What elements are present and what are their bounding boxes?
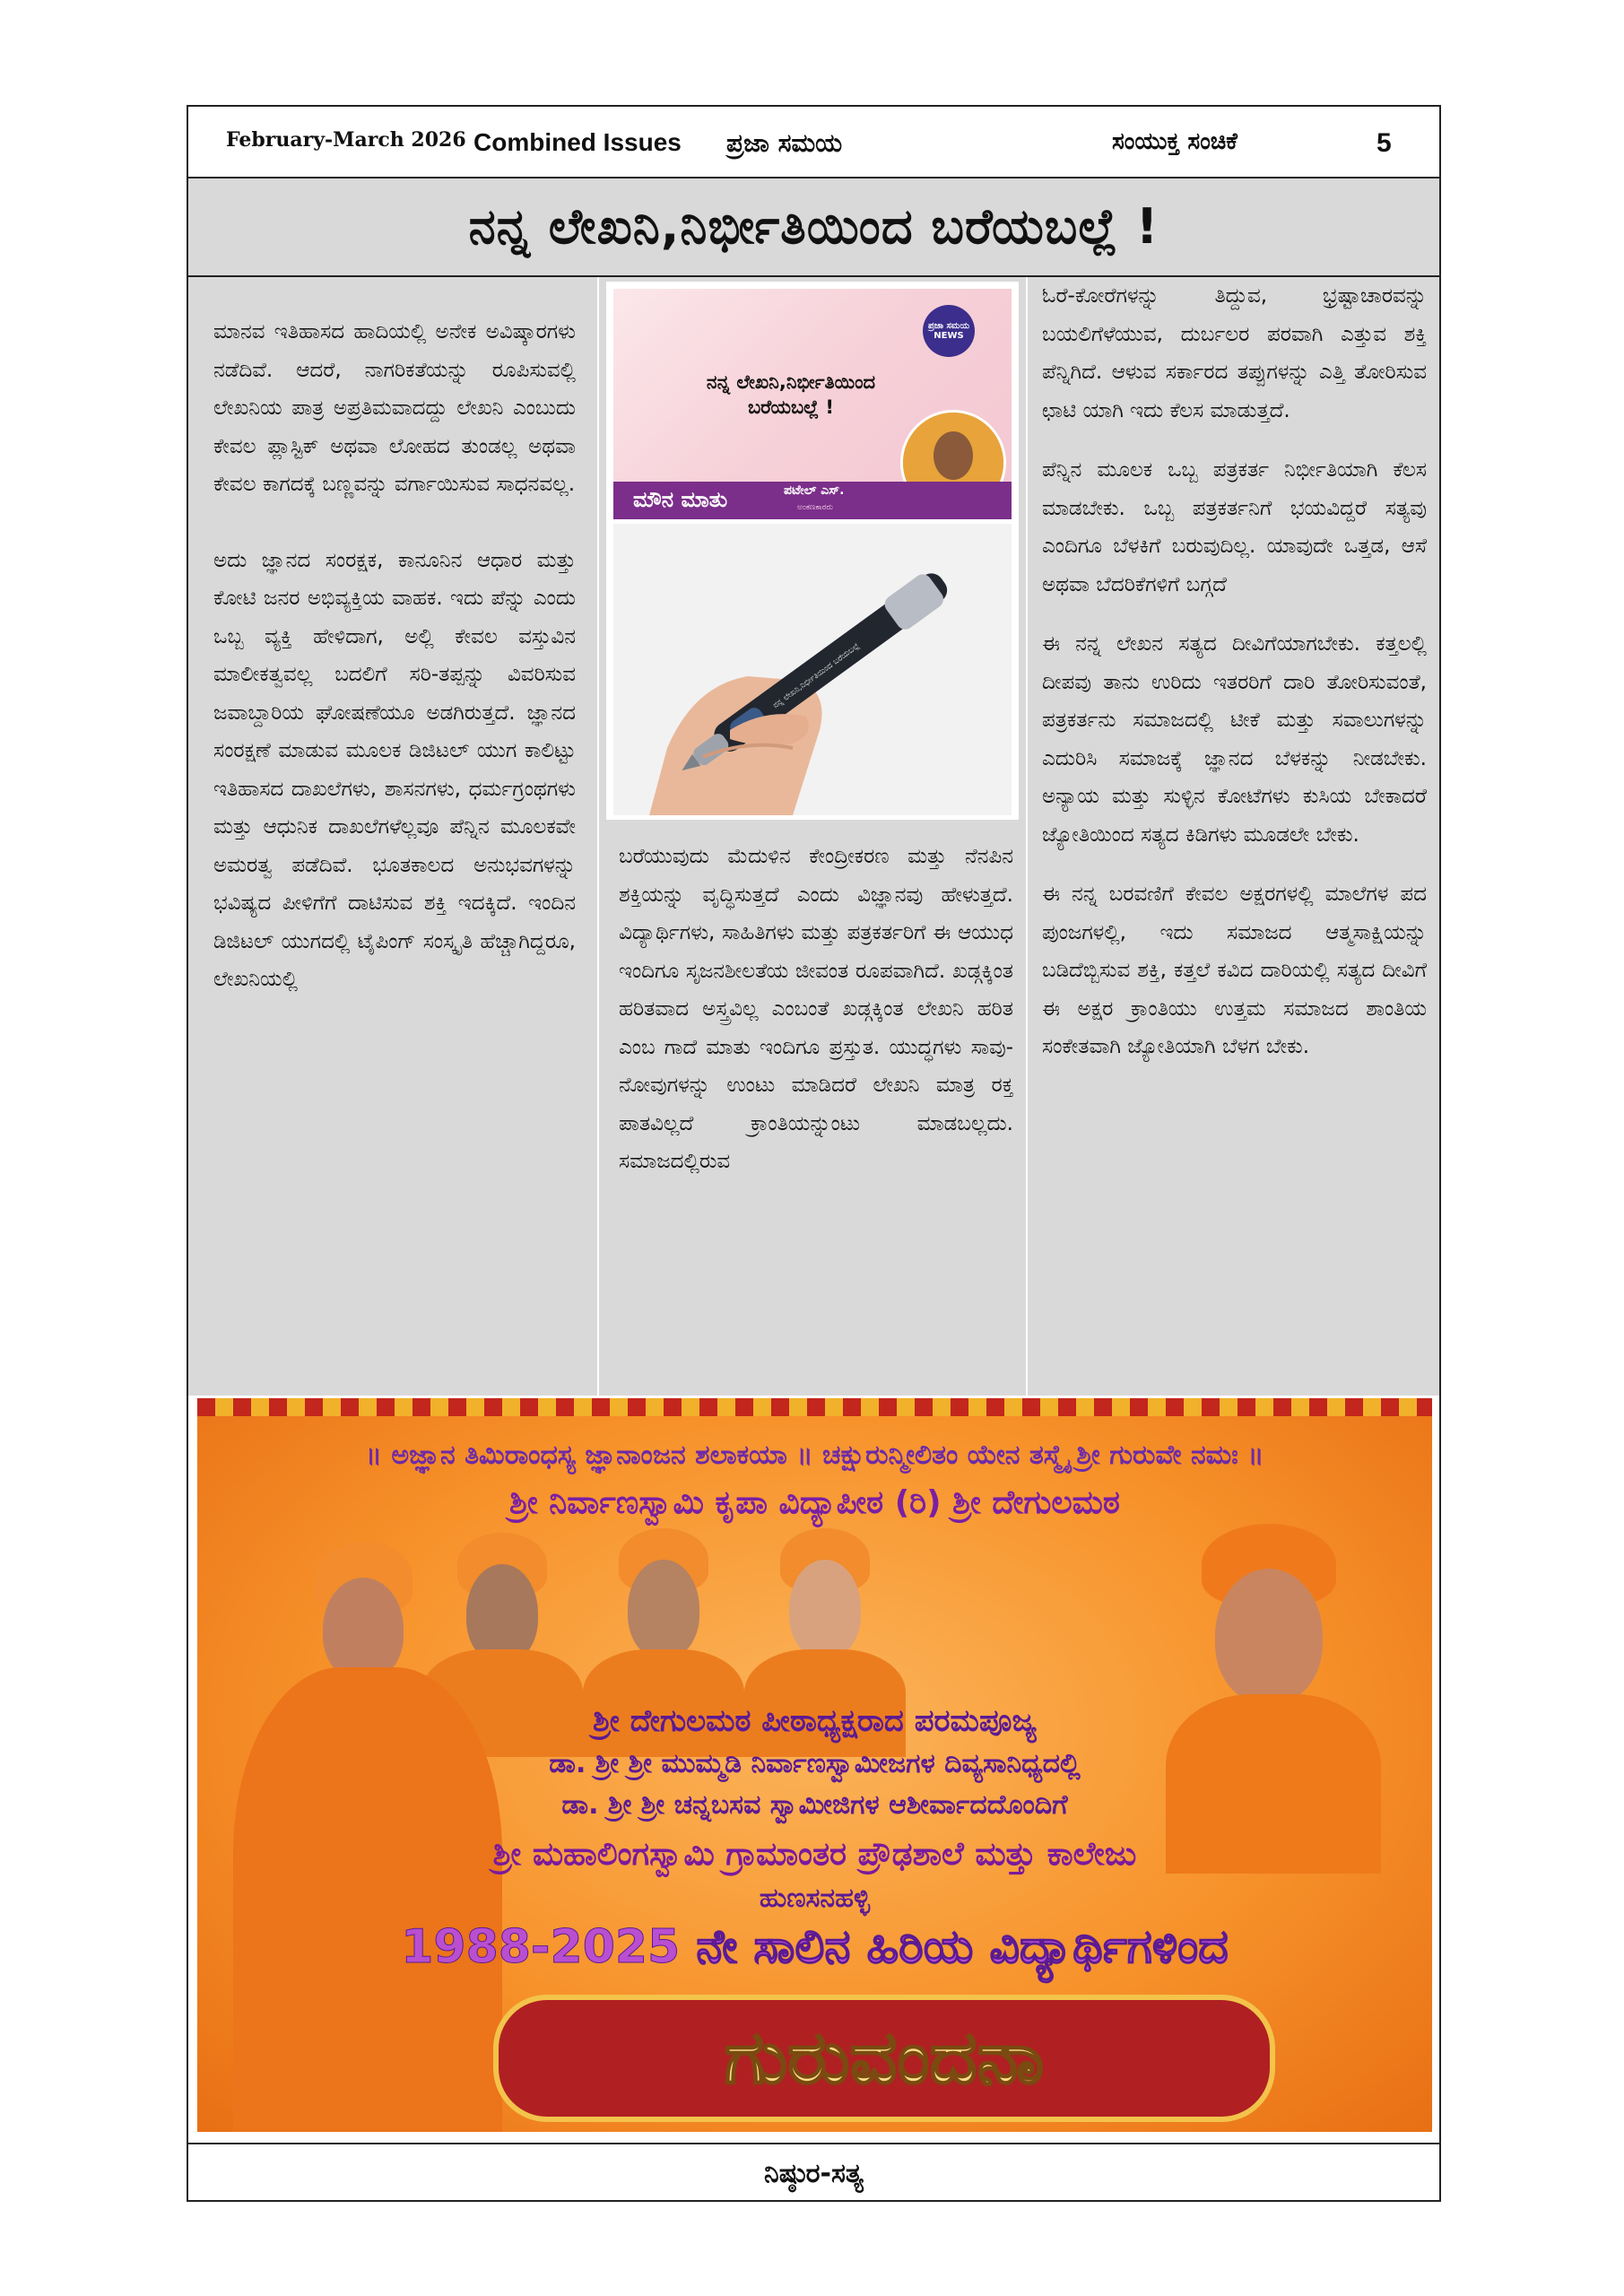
banner-school-name: ಶ್ರೀ ಮಹಾಲಿಂಗಸ್ವಾಮಿ ಗ್ರಾಮಾಂತರ ಪ್ರೌಢಶಾಲೆ ಮತ್ತು ಕಾಲೇಜು — [492, 1836, 1137, 1873]
page-header — [188, 107, 1439, 178]
author-name: ಪಟೇಲ್ ಎಸ್. — [784, 483, 845, 498]
portrait-face — [466, 1564, 538, 1663]
author-role: ಅಂಕಣಕಾರರು — [797, 503, 833, 512]
plaque-text: ಗುರುವಂದನಾ — [724, 2015, 1045, 2100]
page-frame — [187, 105, 1441, 2202]
guruvandana-plaque — [493, 1995, 1275, 2122]
banner-place: ಹುಣಸನಹಳ್ಳಿ — [759, 1883, 871, 1914]
paragraph: ಈ ನನ್ನ ಲೇಖನ ಸತ್ಯದ ದೀವಿಗೆಯಾಗಬೇಕು. ಕತ್ತಲಲ್ಲಿ ದೀಪವು ತಾನು ಉರಿದು ಇತರರಿಗೆ ದಾರಿ ತೋರಿಸುವಂತೆ, ಪತ್ರಕರ್ತನು ಸಮಾಜದಲ್ಲಿ ಟೀಕೆ ಮತ್ತು ಸವಾಲುಗಳನ್ನು ಎದುರಿಸಿ ಸಮಾಜಕ್ಕೆ ಜ್ಞಾನದ ಬೆಳಕನ್ನು ನೀಡಬೇಕು. ಅನ್ಯಾಯ ಮತ್ತು ಸುಳ್ಳಿನ ಕೋಟೆಗಳು ಕುಸಿಯ ಬೇಕಾದರೆ ಜ್ಯೋತಿಯಿಂದ ಸತ್ಯದ ಕಿಡಿಗಳು ಮೂಡಲೇ ಬೇಕು. — [1042, 632, 1427, 847]
footer-tagline: ನಿಷ್ಠುರ-ಸತ್ಯ — [764, 2157, 864, 2189]
guruvandana-advertisement — [197, 1398, 1432, 2132]
article-title-bar — [188, 178, 1439, 277]
issue-date: February-March 2026 — [226, 128, 466, 152]
page-number: 5 — [1376, 128, 1392, 158]
column-name-bar — [613, 482, 1012, 519]
news-logo: ಪ್ರಜಾ ಸಮಯ NEWS — [923, 305, 975, 357]
portrait-face — [789, 1560, 861, 1658]
paragraph: ಈ ನನ್ನ ಬರವಣಿಗೆ ಕೇವಲ ಅಕ್ಷರಗಳಲ್ಲಿ ಮಾಲೆಗಳ ಪದ ಪುಂಜಗಳಲ್ಲಿ, ಇದು ಸಮಾಜದ ಆತ್ಮಸಾಕ್ಷಿಯನ್ನು ಬಡಿದೆಬ್ಬಿಸುವ ಶಕ್ತಿ, ಕತ್ತಲೆ ಕವಿದ ದಾರಿಯಲ್ಲಿ ಸತ್ಯದ ದೀವಿಗೆ ಈ ಅಕ್ಷರ ಕ್ರಾಂತಿಯು ಉತ್ತಮ ಸಮಾಜದ ಶಾಂತಿಯ ಸಂಕೇತವಾಗಿ ಜ್ಯೋತಿಯಾಗಿ ಬೆಳಗ ಬೇಕು. — [1042, 883, 1427, 1058]
portrait-face — [628, 1560, 699, 1658]
column-promo-card — [613, 289, 1012, 519]
pen-in-hand-photo — [613, 524, 1012, 815]
paragraph: ಪೆನ್ನಿನ ಮೂಲಕ ಒಬ್ಬ ಪತ್ರಕರ್ತ ನಿರ್ಭೀತಿಯಾಗಿ ಕೆಲಸ ಮಾಡಬೇಕು. ಒಬ್ಬ ಪತ್ರಕರ್ತನಿಗೆ ಭಯವಿದ್ದರೆ ಸತ್ಯವು ಎಂದಿಗೂ ಬೆಳಕಿಗೆ ಬರುವುದಿಲ್ಲ. ಯಾವುದೇ ಒತ್ತಡ, ಆಸೆ ಅಥವಾ ಬೆದರಿಕೆಗಳಿಗೆ ಬಗ್ಗದೆ — [1042, 458, 1427, 596]
paragraph: ಓರೆ-ಕೋರೆಗಳನ್ನು ತಿದ್ದುವ, ಭ್ರಷ್ಟಾಚಾರವನ್ನು ಬಯಲಿಗೆಳೆಯುವ, ದುರ್ಬಲರ ಪರವಾಗಿ ಎತ್ತುವ ಶಕ್ತಿ ಪೆನ್ನಿಗಿದೆ. ಆಳುವ ಸರ್ಕಾರದ ತಪ್ಪುಗಳನ್ನು ಎತ್ತಿ ತೋರಿಸುವ ಛಾಟಿ ಯಾಗಿ ಇದು ಕೆಲಸ ಮಾಡುತ್ತದೆ. — [1042, 284, 1427, 422]
banner-shloka: ॥ ಅಜ್ಞಾನ ತಿಮಿರಾಂಧಸ್ಯ ಜ್ಞಾನಾಂಜನ ಶಲಾಕಯಾ ॥ ಚಕ್ಷುರುನ್ಮೀಲಿತಂ ಯೇನ ತಸ್ಮೈ ಶ್ರೀ ಗುರುವೇ ನಮಃ ॥ — [365, 1439, 1264, 1471]
article-column-2-text — [619, 838, 1013, 1181]
article-title: ನನ್ನ ಲೇಖನಿ,ನಿರ್ಭೀತಿಯಿಂದ ಬರೆಯಬಲ್ಲೆ ! — [468, 198, 1159, 255]
newspaper-name: ಪ್ರಜಾ ಸಮಯ — [726, 128, 843, 158]
paragraph: ಅದು ಜ್ಞಾನದ ಸಂರಕ್ಷಕ, ಕಾನೂನಿನ ಆಧಾರ ಮತ್ತು ಕೋಟಿ ಜನರ ಅಭಿವ್ಯಕ್ತಿಯ ವಾಹಕ. ಇದು ಪೆನ್ನು ಎಂದು ಒಬ್ಬ ವ್ಯಕ್ತಿ ಹೇಳಿದಾಗ, ಅಲ್ಲಿ ಕೇವಲ ವಸ್ತುವಿನ ಮಾಲೀಕತ್ವವಲ್ಲ ಬದಲಿಗೆ ಸರಿ-ತಪ್ಪನ್ನು ವಿವರಿಸುವ ಜವಾಬ್ದಾರಿಯ ಘೋಷಣೆಯೂ ಅಡಗಿರುತ್ತದೆ. ಜ್ಞಾನದ ಸಂರಕ್ಷಣೆ ಮಾಡುವ ಮೂಲಕ ಡಿಜಿಟಲ್ ಯುಗ ಕಾಲಿಟ್ಟು ಇತಿಹಾಸದ ದಾಖಲೆಗಳು, ಶಾಸನಗಳು, ಧರ್ಮಗ್ರಂಥಗಳು ಮತ್ತು ಆಧುನಿಕ ದಾಖಲೆಗಳೆಲ್ಲವೂ ಪೆನ್ನಿನ ಮೂಲಕವೇ ಅಮರತ್ವ ಪಡೆದಿವೆ. ಭೂತಕಾಲದ ಅನುಭವಗಳನ್ನು ಭವಿಷ್ಯದ ಪೀಳಿಗೆಗೆ ದಾಟಿಸುವ ಶಕ್ತಿ ಇದಕ್ಕಿದೆ. ಇಂದಿನ ಡಿಜಿಟಲ್ ಯುಗದಲ್ಲಿ ಟೈಪಿಂಗ್ ಸಂಸ್ಕೃತಿ ಹೆಚ್ಚಾಗಿದ್ದರೂ, ಲೇಖನಿಯಲ್ಲಿ — [213, 548, 576, 991]
column-name: ಮೌನ ಮಾತು — [633, 487, 728, 512]
decorative-border — [197, 1398, 1432, 1416]
pen-engraving: ನನ್ನ ಲೇಖನಿ,ನಿರ್ಭೀತಿಯಿಂದ ಬರೆಯಬಲ್ಲೆ — [771, 641, 862, 711]
combined-issues-label: Combined Issues — [473, 128, 682, 156]
article-column-3 — [1028, 277, 1443, 1396]
paragraph: ಬರೆಯುವುದು ಮೆದುಳಿನ ಕೇಂದ್ರೀಕರಣ ಮತ್ತು ನೆನಪಿನ ಶಕ್ತಿಯನ್ನು ವೃದ್ಧಿಸುತ್ತದೆ ಎಂದು ವಿಜ್ಞಾನವು ಹೇಳುತ್ತದೆ. ವಿದ್ಯಾರ್ಥಿಗಳು, ಸಾಹಿತಿಗಳು ಮತ್ತು ಪತ್ರಕರ್ತರಿಗೆ ಈ ಆಯುಧ ಇಂದಿಗೂ ಸೃಜನಶೀಲತೆಯ ಜೀವಂತ ರೂಪವಾಗಿದೆ. ಖಡ್ಗಕ್ಕಿಂತ ಹರಿತವಾದ ಅಸ್ತ್ರವಿಲ್ಲ ಎಂಬಂತೆ ಖಡ್ಗಕ್ಕಿಂತ ಲೇಖನಿ ಹರಿತ ಎಂಬ ಗಾದೆ ಮಾತು ಇಂದಿಗೂ ಪ್ರಸ್ತುತ. ಯುದ್ಧಗಳು ಸಾವು-ನೋವುಗಳನ್ನು ಉಂಟು ಮಾಡಿದರೆ ಲೇಖನಿ ಮಾತ್ರ ರಕ್ತ ಪಾತವಿಲ್ಲದೆ ಕ್ರಾಂತಿಯನ್ನುಂಟು ಮಾಡಬಲ್ಲದು. ಸಮಾಜದಲ್ಲಿರುವ — [619, 845, 1013, 1173]
portrait-face — [323, 1578, 404, 1681]
page-footer — [188, 2143, 1439, 2202]
banner-batch-years: 1988-2025 ನೇ ಸಾಲಿನ ಹಿರಿಯ ವಿದ್ಯಾರ್ಥಿಗಳಿಂದ — [401, 1920, 1229, 1974]
article-column-1 — [188, 277, 599, 1396]
article-column-2 — [599, 277, 1028, 1396]
banner-institution: ಶ್ರೀ ನಿರ್ವಾಣಸ್ವಾಮಿ ಕೃಪಾ ವಿದ್ಯಾಪೀಠ (ರಿ) ಶ್ರೀ ದೇಗುಲಮಠ — [509, 1484, 1120, 1521]
banner-text-line: ಶ್ರೀ ದೇಗುಲಮಠ ಪೀಠಾಧ್ಯಕ್ಷರಾದ ಪರಮಪೂಜ್ಯ — [593, 1703, 1037, 1739]
article-body — [188, 277, 1439, 1396]
promo-title: ನನ್ನ ಲೇಖನಿ,ನಿರ್ಭೀತಿಯಿಂದ ಬರೆಯಬಲ್ಲೆ ! — [706, 371, 876, 418]
paragraph: ಮಾನವ ಇತಿಹಾಸದ ಹಾದಿಯಲ್ಲಿ ಅನೇಕ ಅವಿಷ್ಕಾರಗಳು ನಡೆದಿವೆ. ಆದರೆ, ನಾಗರಿಕತೆಯನ್ನು ರೂಪಿಸುವಲ್ಲಿ ಲೇಖನಿಯ ಪಾತ್ರ ಅಪ್ರತಿಮವಾದದ್ದು ಲೇಖನಿ ಎಂಬುದು ಕೇವಲ ಪ್ಲಾಸ್ಟಿಕ್ ಅಥವಾ ಲೋಹದ ತುಂಡಲ್ಲ ಅಥವಾ ಕೇವಲ ಕಾಗದಕ್ಕೆ ಬಣ್ಣವನ್ನು ವರ್ಗಾಯಿಸುವ ಸಾಧನವಲ್ಲ. — [213, 320, 576, 496]
portrait-face — [1215, 1569, 1323, 1703]
article-image — [606, 282, 1019, 820]
banner-text-line: ಡಾ. ಶ್ರೀ ಶ್ರೀ ಚನ್ನಬಸವ ಸ್ವಾಮೀಜಿಗಳ ಆಶೀರ್ವಾದದೊಂದಿಗೆ — [561, 1789, 1068, 1821]
banner-text-line: ಡಾ. ಶ್ರೀ ಶ್ರೀ ಮುಮ್ಮಡಿ ನಿರ್ವಾಣಸ್ವಾಮೀಜಗಳ ದಿವ್ಯಸಾನಿಧ್ಯದಲ್ಲಿ — [549, 1748, 1081, 1779]
joint-issue-label: ಸಂಯುಕ್ತ ಸಂಚಿಕೆ — [1112, 128, 1238, 155]
